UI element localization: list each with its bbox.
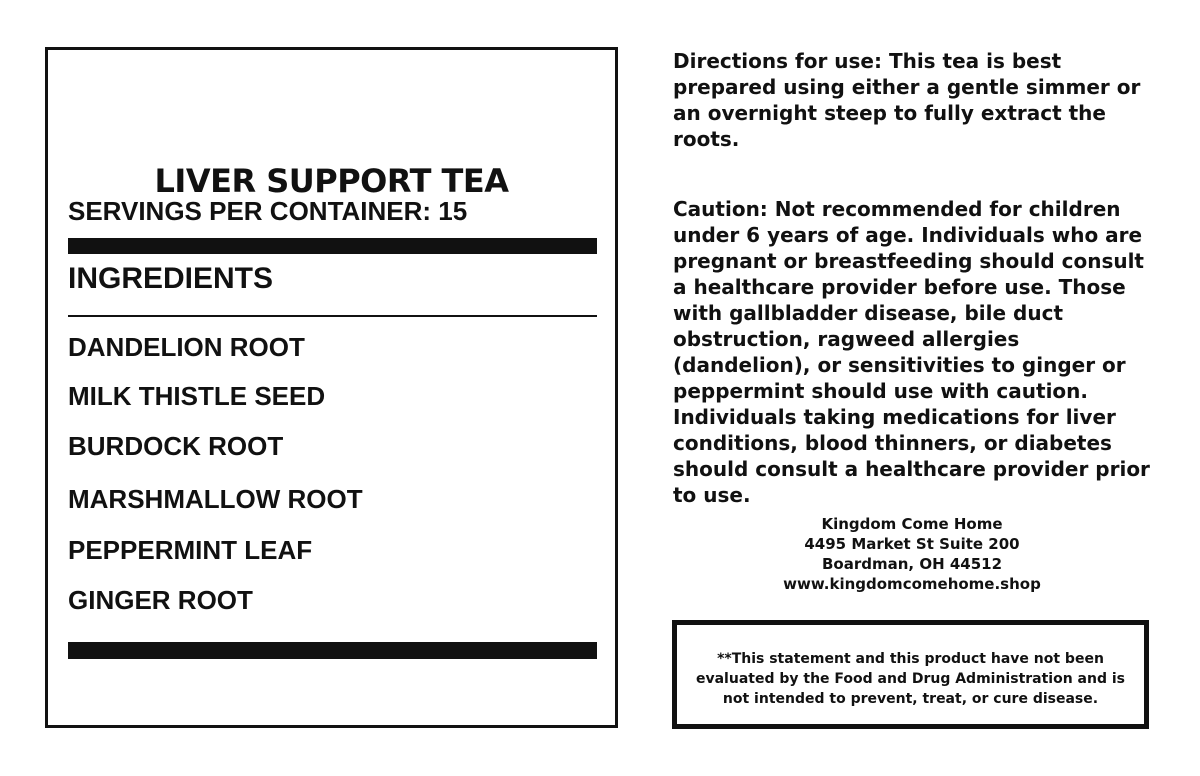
product-label-panel — [45, 47, 618, 728]
ingredient-item: DANDELION ROOT — [68, 332, 305, 362]
fda-disclaimer-text: **This statement and this product have not been evaluated by the Food and Drug Administration and is not intended to prevent, treat, or cure disease. — [695, 651, 1126, 707]
ingredient-item: GINGER ROOT — [68, 585, 253, 615]
company-city: Boardman, OH 44512 — [821, 555, 1003, 573]
company-name: Kingdom Come Home — [821, 515, 1003, 533]
ingredient-item: BURDOCK ROOT — [68, 431, 284, 461]
product-title: LIVER SUPPORT TEA — [154, 162, 509, 200]
fda-disclaimer-box — [672, 620, 1149, 729]
ingredients-heading: INGREDIENTS — [68, 262, 274, 295]
caution-statement: Caution: Not recommended for children under 6 years of age. Individuals who are pregnant or breastfeeding should consult a healthcare provider before use. Those with gallbladder disease, bile duct obstruction, ragweed allergies (dandelion), or sensitivities to ginger or peppermint should use with caution. Individuals taking medications for liver conditions, blood thinners, or diabetes should consult a healthcare provider prior to use. — [673, 197, 1150, 507]
ingredient-item: PEPPERMINT LEAF — [68, 535, 313, 565]
ingredients-rule — [68, 315, 597, 317]
divider-bar-top — [68, 238, 597, 254]
company-website: www.kingdomcomehome.shop — [783, 575, 1041, 593]
company-street: 4495 Market St Suite 200 — [804, 535, 1020, 553]
directions-for-use: Directions for use: This tea is best prepared using either a gentle simmer or an overnight steep to fully extract the roots. — [673, 49, 1141, 151]
ingredient-item: MILK THISTLE SEED — [68, 381, 326, 411]
ingredient-item: MARSHMALLOW ROOT — [68, 484, 363, 514]
company-address-block — [676, 514, 1148, 594]
servings-per-container: SERVINGS PER CONTAINER: 15 — [68, 196, 468, 226]
divider-bar-bottom — [68, 642, 597, 659]
